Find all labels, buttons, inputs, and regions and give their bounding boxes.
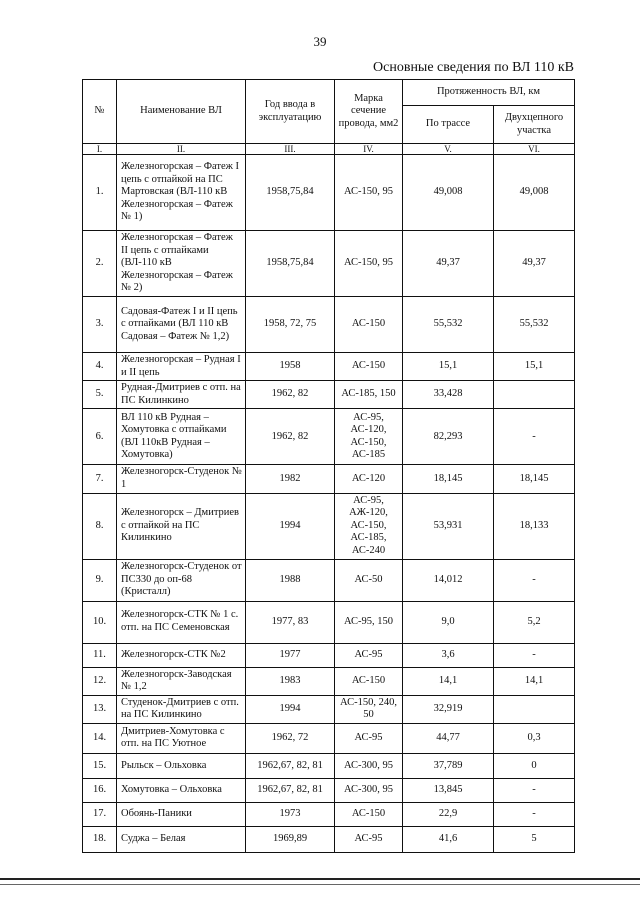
double-circuit-length: 49,37	[494, 231, 575, 297]
line-name: Железногорск-СТК №2	[117, 643, 246, 667]
year-of-commissioning: 1958,75,84	[246, 155, 335, 231]
route-length: 13,845	[403, 778, 494, 802]
year-of-commissioning: 1982	[246, 465, 335, 493]
table-row	[83, 802, 575, 826]
line-name: Железногорск-Студенок от ПС330 до оп-68 (Кристалл)	[117, 559, 246, 601]
wire-grade: АС-150, 95	[335, 231, 403, 297]
wire-grade: АС-95, 150	[335, 601, 403, 643]
route-length: 3,6	[403, 643, 494, 667]
route-length: 44,77	[403, 723, 494, 753]
table-row	[83, 778, 575, 802]
wire-grade: АС-300, 95	[335, 753, 403, 778]
row-number: 13.	[83, 695, 117, 723]
table-row	[83, 559, 575, 601]
double-circuit-length: 14,1	[494, 667, 575, 695]
route-length: 14,1	[403, 667, 494, 695]
year-of-commissioning: 1962,67, 82, 81	[246, 778, 335, 802]
double-circuit-length: 0,3	[494, 723, 575, 753]
line-name: Рыльск – Ольховка	[117, 753, 246, 778]
bottom-rule	[0, 878, 640, 880]
header-year: Год ввода в эксплуатацию	[246, 80, 335, 144]
table-row	[83, 493, 575, 559]
year-of-commissioning: 1958	[246, 352, 335, 380]
table-row	[83, 723, 575, 753]
route-length: 18,145	[403, 465, 494, 493]
row-number: 11.	[83, 643, 117, 667]
double-circuit-length: 0	[494, 753, 575, 778]
wire-grade: АС-150, 95	[335, 155, 403, 231]
year-of-commissioning: 1977, 83	[246, 601, 335, 643]
table-title: Основные сведения по ВЛ 110 кВ	[373, 60, 574, 75]
year-of-commissioning: 1962,67, 82, 81	[246, 753, 335, 778]
line-name: Дмитриев-Хомутовка с отп. на ПС Уютное	[117, 723, 246, 753]
roman-numeral: III.	[246, 144, 335, 155]
line-name: Обоянь-Паники	[117, 802, 246, 826]
double-circuit-length: 15,1	[494, 352, 575, 380]
year-of-commissioning: 1962, 82	[246, 409, 335, 465]
row-number: 6.	[83, 409, 117, 465]
line-name: Железногорск-СТК № 1 с. отп. на ПС Семеновская	[117, 601, 246, 643]
double-circuit-length: 5,2	[494, 601, 575, 643]
power-lines-table	[82, 79, 575, 853]
line-name: Железногорск-Студенок № 1	[117, 465, 246, 493]
table-row	[83, 465, 575, 493]
year-of-commissioning: 1962, 72	[246, 723, 335, 753]
wire-grade: АС-150	[335, 802, 403, 826]
year-of-commissioning: 1973	[246, 802, 335, 826]
double-circuit-length: -	[494, 778, 575, 802]
line-name: Железногорская – Фатеж II цепь с отпайками (ВЛ-110 кВ Железногорская – Фатеж № 2)	[117, 231, 246, 297]
table-row	[83, 381, 575, 409]
table-row	[83, 155, 575, 231]
line-name: Железногорская – Фатеж I цепь с отпайкой на ПС Мартовская (ВЛ-110 кВ Железногорская – Фатеж № 1)	[117, 155, 246, 231]
route-length: 55,532	[403, 296, 494, 352]
route-length: 22,9	[403, 802, 494, 826]
table-row	[83, 643, 575, 667]
double-circuit-length: 5	[494, 826, 575, 852]
wire-grade: АС-150	[335, 296, 403, 352]
wire-grade: АС-185, 150	[335, 381, 403, 409]
wire-grade: АС-95	[335, 643, 403, 667]
line-name: Железногорская – Рудная I и II цепь	[117, 352, 246, 380]
year-of-commissioning: 1977	[246, 643, 335, 667]
header-num: №	[83, 80, 117, 144]
double-circuit-length: -	[494, 559, 575, 601]
line-name: Железногорск – Дмитриев с отпайкой на ПС Килинкино	[117, 493, 246, 559]
table-row	[83, 409, 575, 465]
row-number: 18.	[83, 826, 117, 852]
line-name: ВЛ 110 кВ Рудная – Хомутовка с отпайками (ВЛ 110кВ Рудная – Хомутовка)	[117, 409, 246, 465]
roman-numeral: VI.	[494, 144, 575, 155]
row-number: 15.	[83, 753, 117, 778]
year-of-commissioning: 1994	[246, 695, 335, 723]
header-route: По трассе	[403, 106, 494, 144]
roman-numeral: IV.	[335, 144, 403, 155]
line-name: Хомутовка – Ольховка	[117, 778, 246, 802]
year-of-commissioning: 1958,75,84	[246, 231, 335, 297]
line-name: Рудная-Дмитриев с отп. на ПС Килинкино	[117, 381, 246, 409]
route-length: 33,428	[403, 381, 494, 409]
table-row	[83, 826, 575, 852]
table-row	[83, 352, 575, 380]
double-circuit-length: 18,133	[494, 493, 575, 559]
wire-grade: АС-95	[335, 723, 403, 753]
route-length: 49,008	[403, 155, 494, 231]
route-length: 41,6	[403, 826, 494, 852]
row-number: 1.	[83, 155, 117, 231]
double-circuit-length: 55,532	[494, 296, 575, 352]
line-name: Железногорск-Заводская № 1,2	[117, 667, 246, 695]
route-length: 15,1	[403, 352, 494, 380]
wire-grade: АС-50	[335, 559, 403, 601]
route-length: 32,919	[403, 695, 494, 723]
wire-grade: АС-150, 240, 50	[335, 695, 403, 723]
route-length: 14,012	[403, 559, 494, 601]
double-circuit-length	[494, 695, 575, 723]
table-row	[83, 667, 575, 695]
bottom-rule-thin	[0, 884, 640, 885]
row-number: 17.	[83, 802, 117, 826]
header-length: Протяженность ВЛ, км	[403, 80, 575, 106]
row-number: 16.	[83, 778, 117, 802]
row-number: 7.	[83, 465, 117, 493]
header-name: Наименование ВЛ	[117, 80, 246, 144]
year-of-commissioning: 1994	[246, 493, 335, 559]
row-number: 14.	[83, 723, 117, 753]
wire-grade: АС-95	[335, 826, 403, 852]
row-number: 2.	[83, 231, 117, 297]
table-row	[83, 296, 575, 352]
year-of-commissioning: 1983	[246, 667, 335, 695]
line-name: Садовая-Фатеж I и II цепь с отпайками (ВЛ 110 кВ Садовая – Фатеж № 1,2)	[117, 296, 246, 352]
wire-grade: АС-95, АС-120, АС-150, АС-185	[335, 409, 403, 465]
line-name: Студенок-Дмитриев с отп. на ПС Килинкино	[117, 695, 246, 723]
row-number: 5.	[83, 381, 117, 409]
double-circuit-length: -	[494, 643, 575, 667]
wire-grade: АС-150	[335, 667, 403, 695]
wire-grade: АС-120	[335, 465, 403, 493]
route-length: 53,931	[403, 493, 494, 559]
row-number: 3.	[83, 296, 117, 352]
double-circuit-length: 18,145	[494, 465, 575, 493]
route-length: 82,293	[403, 409, 494, 465]
table-row	[83, 231, 575, 297]
row-number: 12.	[83, 667, 117, 695]
route-length: 37,789	[403, 753, 494, 778]
wire-grade: АС-150	[335, 352, 403, 380]
row-number: 4.	[83, 352, 117, 380]
row-number: 10.	[83, 601, 117, 643]
row-number: 8.	[83, 493, 117, 559]
double-circuit-length: -	[494, 802, 575, 826]
double-circuit-length: -	[494, 409, 575, 465]
roman-numeral: I.	[83, 144, 117, 155]
table-row	[83, 601, 575, 643]
page-number: 39	[313, 34, 327, 49]
table-row	[83, 753, 575, 778]
header-double: Двухцепного участка	[494, 106, 575, 144]
wire-grade: АС-95, АЖ-120, АС-150, АС-185, АС-240	[335, 493, 403, 559]
double-circuit-length: 49,008	[494, 155, 575, 231]
wire-grade: АС-300, 95	[335, 778, 403, 802]
roman-numeral: V.	[403, 144, 494, 155]
row-number: 9.	[83, 559, 117, 601]
year-of-commissioning: 1962, 82	[246, 381, 335, 409]
header-wire: Марка сечение провода, мм2	[335, 80, 403, 144]
roman-numerals-row	[83, 144, 575, 155]
year-of-commissioning: 1988	[246, 559, 335, 601]
double-circuit-length	[494, 381, 575, 409]
line-name: Суджа – Белая	[117, 826, 246, 852]
table-row	[83, 695, 575, 723]
route-length: 49,37	[403, 231, 494, 297]
roman-numeral: II.	[117, 144, 246, 155]
table-body	[83, 155, 575, 853]
year-of-commissioning: 1969,89	[246, 826, 335, 852]
route-length: 9,0	[403, 601, 494, 643]
year-of-commissioning: 1958, 72, 75	[246, 296, 335, 352]
